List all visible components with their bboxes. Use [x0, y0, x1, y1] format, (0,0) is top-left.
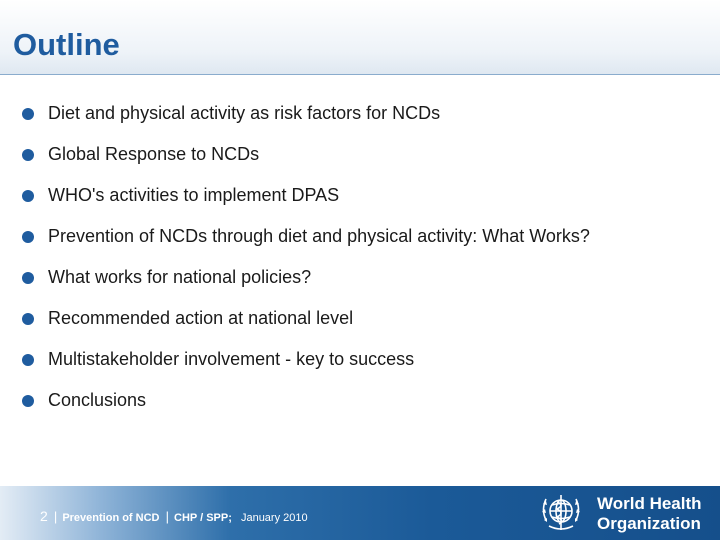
- outline-item: [22, 380, 590, 421]
- outline-item: [22, 298, 590, 339]
- outline-item: [22, 93, 590, 134]
- outline-item: [22, 134, 590, 175]
- outline-item: [22, 216, 590, 257]
- title-divider: [0, 74, 720, 75]
- footer-date: January 2010: [240, 512, 308, 524]
- bullet-icon: [22, 231, 34, 243]
- who-emblem-icon: [533, 490, 589, 536]
- page-number: 2: [40, 508, 48, 524]
- footer-text: [40, 508, 308, 524]
- outline-item-text: Global Response to NCDs: [48, 144, 260, 164]
- outline-item-text: Multistakeholder involvement - key to success: [48, 349, 415, 369]
- slide-title: Outline: [13, 27, 120, 62]
- outline-item-text: WHO's activities to implement DPAS: [48, 185, 340, 205]
- footer-department: CHP / SPP;: [174, 512, 232, 524]
- outline-item: [22, 339, 590, 380]
- outline-item-text: What works for national policies?: [48, 267, 312, 287]
- outline-item-text: Prevention of NCDs through diet and physical activity: What Works?: [48, 226, 590, 246]
- bullet-icon: [22, 313, 34, 325]
- bullet-icon: [22, 354, 34, 366]
- organization-name-line2: Organization: [597, 514, 701, 533]
- outline-item: [22, 257, 590, 298]
- outline-item-text: Recommended action at national level: [48, 308, 354, 328]
- footer-separator: |: [165, 509, 169, 524]
- bullet-icon: [22, 149, 34, 161]
- organization-name: [597, 494, 702, 534]
- bullet-icon: [22, 108, 34, 120]
- footer-topic: Prevention of NCD: [62, 512, 160, 524]
- bullet-icon: [22, 272, 34, 284]
- outline-item-text: Conclusions: [48, 390, 147, 410]
- organization-name-line1: World Health: [597, 494, 702, 513]
- outline-item: [22, 175, 590, 216]
- bullet-icon: [22, 395, 34, 407]
- outline-list: [22, 93, 590, 421]
- bullet-icon: [22, 190, 34, 202]
- footer-separator: |: [53, 509, 58, 524]
- outline-item-text: Diet and physical activity as risk factors for NCDs: [48, 103, 441, 123]
